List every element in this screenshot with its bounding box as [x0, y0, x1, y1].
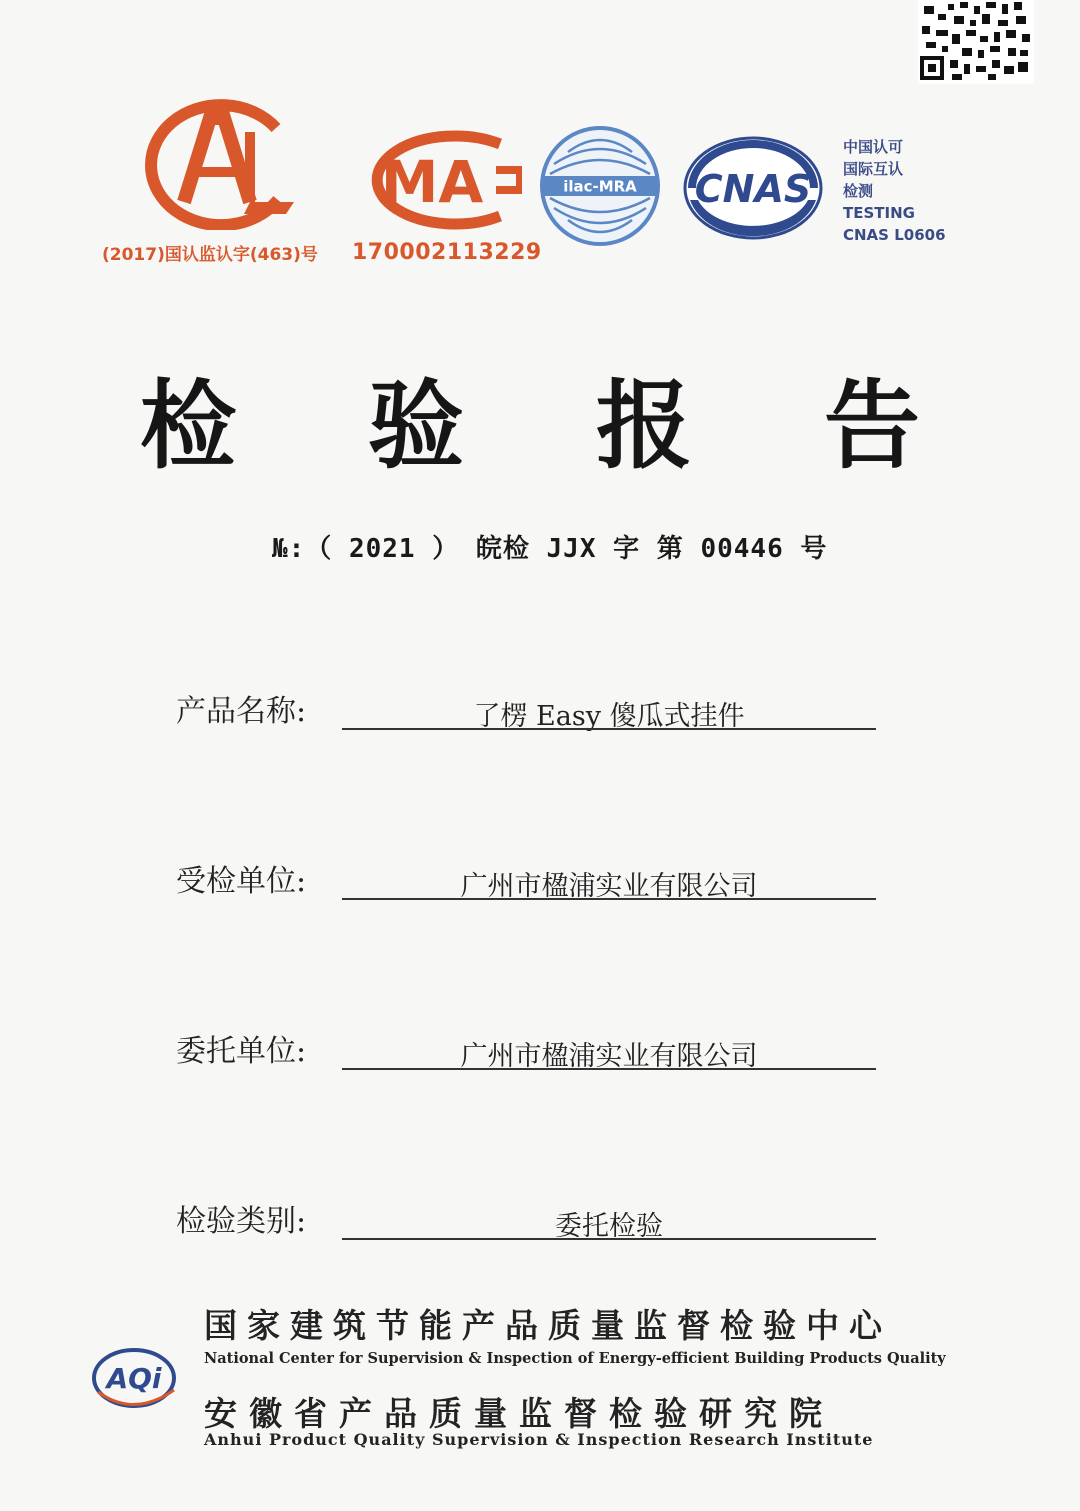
- field-value: 了楞 Easy 傻瓜式挂件: [473, 701, 745, 732]
- org-name-en-1: National Center for Supervision & Inspection of Energy-efficient Building Products Quality: [204, 1350, 946, 1367]
- field-underline: [342, 1068, 876, 1070]
- cnas-logo-text: CNAS: [694, 167, 812, 211]
- cnas-side-line: 中国认可: [843, 138, 904, 156]
- field-underline: [342, 898, 876, 900]
- field-value: 委托检验: [555, 1211, 663, 1242]
- title-char: 检: [140, 370, 236, 482]
- report-number: №:（ 2021 ） 皖检 JJX 字 第 00446 号: [272, 534, 828, 564]
- org-name-cn-2: 安徽省产品质量监督检验研究院: [204, 1394, 834, 1433]
- field-client-unit: [176, 1026, 876, 1074]
- ilac-logo-text: ilac-MRA: [563, 177, 637, 196]
- cnas-side-text: [843, 136, 946, 246]
- cnas-side-line: TESTING: [843, 204, 915, 222]
- aqi-logo-icon: [88, 1340, 184, 1416]
- page-title: [140, 350, 920, 487]
- qr-code-icon: [918, 0, 1034, 84]
- field-label: 委托单位:: [176, 1034, 307, 1069]
- ilac-mra-logo-icon: [538, 124, 662, 248]
- cnas-side-line: 检测: [843, 182, 874, 200]
- cma-cert-number: 170002113229: [352, 240, 542, 265]
- aqi-logo-text: AQi: [106, 1362, 162, 1395]
- cal-logo-icon: [126, 98, 304, 230]
- field-value: 广州市楹浦实业有限公司: [460, 1041, 758, 1072]
- title-char: 报: [596, 370, 692, 482]
- cal-cert-number: (2017)国认监认字(463)号: [102, 245, 318, 265]
- title-char: 告: [824, 370, 920, 482]
- field-inspection-type: [176, 1196, 876, 1244]
- field-product-name: [176, 686, 876, 734]
- field-label: 受检单位:: [176, 864, 307, 899]
- org-name-en-2: Anhui Product Quality Supervision & Inspection Research Institute: [204, 1430, 874, 1449]
- cnas-logo-icon: [680, 134, 826, 242]
- field-underline: [342, 1238, 876, 1240]
- cma-logo-icon: [350, 130, 522, 230]
- field-underline: [342, 728, 876, 730]
- cnas-side-line: 国际互认: [843, 160, 904, 178]
- field-label: 检验类别:: [176, 1204, 307, 1239]
- field-label: 产品名称:: [176, 694, 307, 729]
- cnas-side-line: CNAS L0606: [843, 226, 946, 244]
- field-inspected-unit: [176, 856, 876, 904]
- field-value: 广州市楹浦实业有限公司: [460, 871, 758, 902]
- org-name-cn-1: 国家建筑节能产品质量监督检验中心: [204, 1306, 892, 1345]
- title-char: 验: [368, 370, 464, 482]
- cma-logo-text: MA: [380, 148, 484, 216]
